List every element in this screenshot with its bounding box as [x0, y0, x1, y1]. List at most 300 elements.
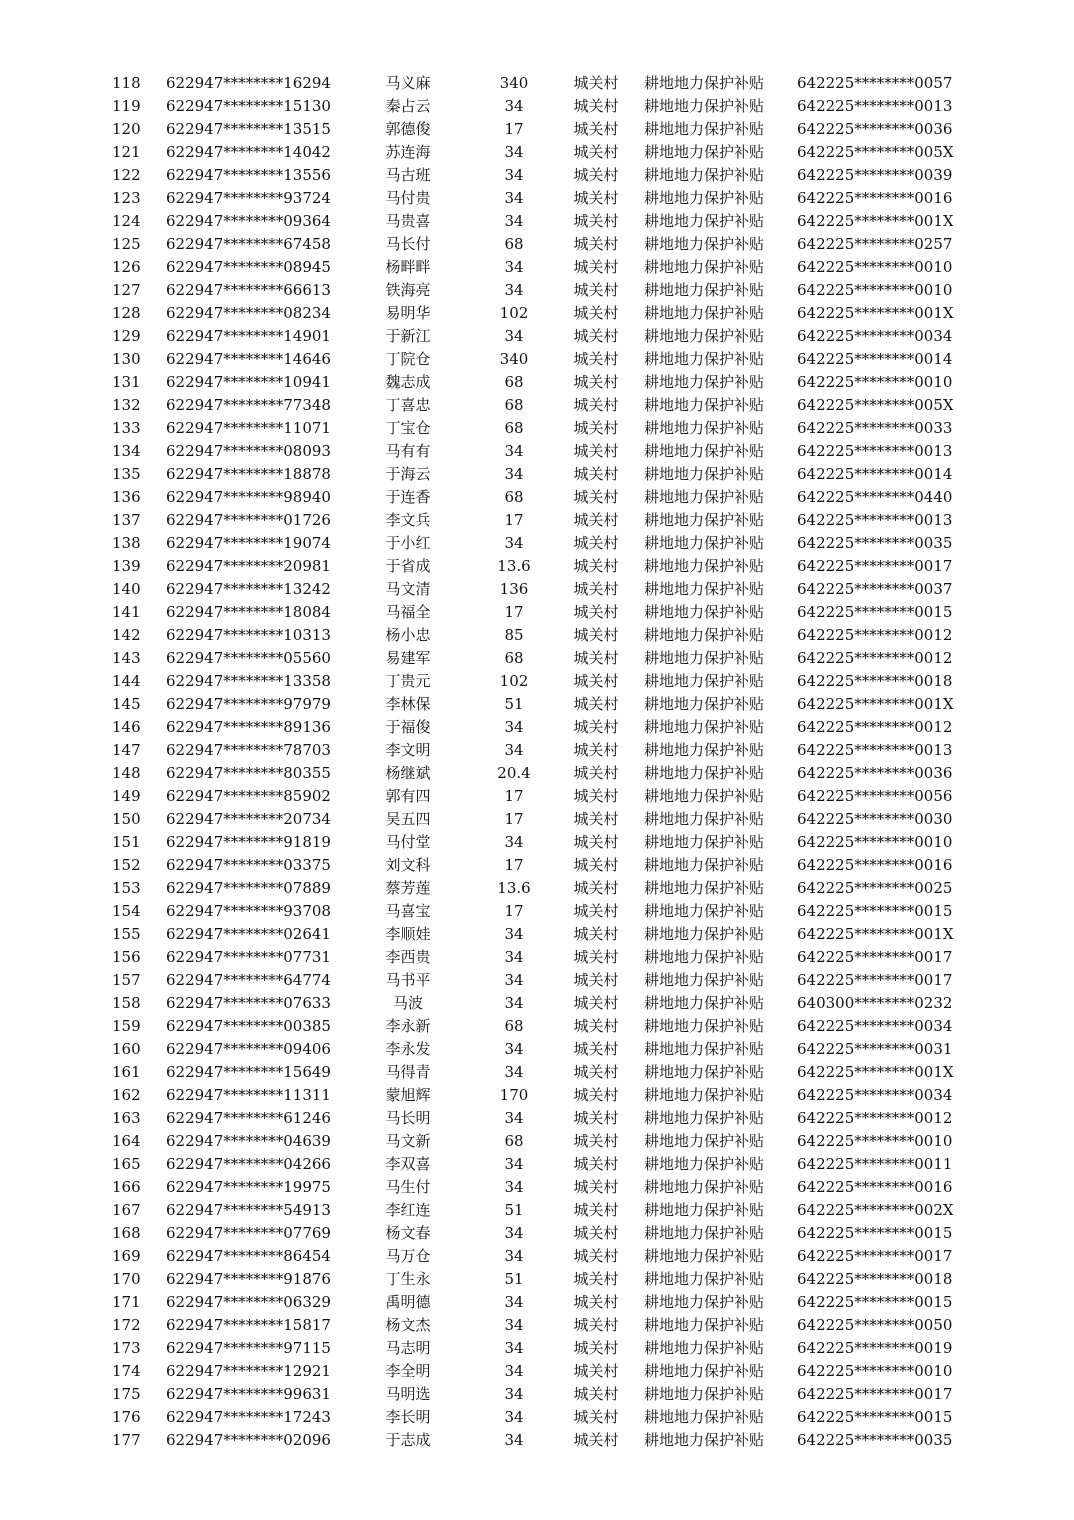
subsidy-type: 耕地地力保护补贴: [644, 465, 765, 483]
recipient-name: 马福全: [385, 603, 431, 621]
id-number: 642225********0034: [797, 1017, 953, 1035]
table-row: [0, 693, 1074, 716]
subsidy-amount: 34: [504, 1293, 524, 1311]
row-number: 147: [112, 741, 141, 759]
id-number: 642225********0017: [797, 948, 953, 966]
account-number: 622947********04266: [166, 1155, 331, 1173]
subsidy-amount: 34: [504, 143, 524, 161]
subsidy-type: 耕地地力保护补贴: [644, 212, 765, 230]
subsidy-type: 耕地地力保护补贴: [644, 1270, 765, 1288]
row-number: 145: [112, 695, 141, 713]
row-number: 148: [112, 764, 141, 782]
row-number: 152: [112, 856, 141, 874]
village-name: 城关村: [573, 1339, 619, 1357]
row-number: 122: [112, 166, 141, 184]
id-number: 642225********0013: [797, 741, 953, 759]
id-number: 642225********001X: [797, 212, 954, 230]
village-name: 城关村: [573, 1178, 619, 1196]
id-number: 642225********0018: [797, 1270, 953, 1288]
recipient-name: 马贵喜: [385, 212, 431, 230]
subsidy-amount: 68: [504, 649, 524, 667]
subsidy-type: 耕地地力保护补贴: [644, 1224, 765, 1242]
id-number: 642225********0039: [797, 166, 953, 184]
subsidy-type: 耕地地力保护补贴: [644, 925, 765, 943]
account-number: 622947********09406: [166, 1040, 331, 1058]
subsidy-amount: 340: [499, 74, 529, 92]
recipient-name: 杨继斌: [385, 764, 431, 782]
row-number: 157: [112, 971, 141, 989]
subsidy-type: 耕地地力保护补贴: [644, 902, 765, 920]
row-number: 131: [112, 373, 141, 391]
account-number: 622947********09364: [166, 212, 331, 230]
subsidy-type: 耕地地力保护补贴: [644, 787, 765, 805]
row-number: 165: [112, 1155, 141, 1173]
subsidy-type: 耕地地力保护补贴: [644, 1362, 765, 1380]
recipient-name: 李红连: [385, 1201, 431, 1219]
recipient-name: 郭有四: [385, 787, 431, 805]
subsidy-type: 耕地地力保护补贴: [644, 695, 765, 713]
id-number: 642225********0257: [797, 235, 953, 253]
table-row: [0, 1130, 1074, 1153]
subsidy-amount: 51: [504, 1201, 524, 1219]
recipient-name: 马明选: [385, 1385, 431, 1403]
row-number: 128: [112, 304, 141, 322]
subsidy-amount: 34: [504, 1362, 524, 1380]
village-name: 城关村: [573, 1109, 619, 1127]
table-row: [0, 371, 1074, 394]
id-number: 642225********0014: [797, 350, 953, 368]
subsidy-amount: 34: [504, 1385, 524, 1403]
table-row: [0, 1153, 1074, 1176]
table-row: [0, 279, 1074, 302]
row-number: 129: [112, 327, 141, 345]
account-number: 622947********10941: [166, 373, 331, 391]
id-number: 642225********005X: [797, 396, 954, 414]
village-name: 城关村: [573, 1247, 619, 1265]
row-number: 166: [112, 1178, 141, 1196]
account-number: 622947********06329: [166, 1293, 331, 1311]
subsidy-type: 耕地地力保护补贴: [644, 1385, 765, 1403]
subsidy-amount: 102: [499, 672, 529, 690]
id-number: 642225********0035: [797, 534, 953, 552]
subsidy-type: 耕地地力保护补贴: [644, 419, 765, 437]
account-number: 622947********18878: [166, 465, 331, 483]
village-name: 城关村: [573, 1224, 619, 1242]
row-number: 177: [112, 1431, 141, 1449]
account-number: 622947********54913: [166, 1201, 331, 1219]
subsidy-amount: 136: [499, 580, 529, 598]
subsidy-amount: 34: [504, 166, 524, 184]
subsidy-type: 耕地地力保护补贴: [644, 856, 765, 874]
account-number: 622947********02096: [166, 1431, 331, 1449]
table-row: [0, 1291, 1074, 1314]
row-number: 119: [112, 97, 141, 115]
id-number: 642225********0017: [797, 971, 953, 989]
account-number: 622947********66613: [166, 281, 331, 299]
subsidy-amount: 68: [504, 373, 524, 391]
recipient-name: 杨畔畔: [385, 258, 431, 276]
id-number: 642225********0031: [797, 1040, 953, 1058]
account-number: 622947********07633: [166, 994, 331, 1012]
recipient-name: 马文清: [385, 580, 431, 598]
recipient-name: 魏志成: [385, 373, 431, 391]
subsidy-amount: 17: [504, 902, 524, 920]
village-name: 城关村: [573, 419, 619, 437]
subsidy-type: 耕地地力保护补贴: [644, 166, 765, 184]
table-row: [0, 969, 1074, 992]
account-number: 622947********07889: [166, 879, 331, 897]
id-number: 642225********0018: [797, 672, 953, 690]
id-number: 642225********0010: [797, 258, 953, 276]
subsidy-amount: 13.6: [497, 879, 531, 897]
id-number: 642225********0012: [797, 626, 953, 644]
id-number: 642225********0010: [797, 833, 953, 851]
subsidy-amount: 34: [504, 534, 524, 552]
table-row: [0, 1107, 1074, 1130]
row-number: 160: [112, 1040, 141, 1058]
village-name: 城关村: [573, 925, 619, 943]
id-number: 642225********0037: [797, 580, 953, 598]
subsidy-type: 耕地地力保护补贴: [644, 810, 765, 828]
account-number: 622947********97115: [166, 1339, 331, 1357]
account-number: 622947********14646: [166, 350, 331, 368]
village-name: 城关村: [573, 1385, 619, 1403]
village-name: 城关村: [573, 1017, 619, 1035]
village-name: 城关村: [573, 856, 619, 874]
account-number: 622947********13242: [166, 580, 331, 598]
table-row: [0, 1176, 1074, 1199]
village-name: 城关村: [573, 879, 619, 897]
id-number: 642225********0012: [797, 718, 953, 736]
subsidy-amount: 34: [504, 327, 524, 345]
recipient-name: 丁院仓: [385, 350, 431, 368]
account-number: 622947********10313: [166, 626, 331, 644]
village-name: 城关村: [573, 327, 619, 345]
row-number: 136: [112, 488, 141, 506]
table-row: [0, 325, 1074, 348]
row-number: 154: [112, 902, 141, 920]
row-number: 175: [112, 1385, 141, 1403]
row-number: 164: [112, 1132, 141, 1150]
table-row: [0, 233, 1074, 256]
table-row: [0, 1268, 1074, 1291]
village-name: 城关村: [573, 971, 619, 989]
row-number: 156: [112, 948, 141, 966]
subsidy-type: 耕地地力保护补贴: [644, 1408, 765, 1426]
table-row: [0, 440, 1074, 463]
table-row: [0, 463, 1074, 486]
account-number: 622947********93708: [166, 902, 331, 920]
row-number: 168: [112, 1224, 141, 1242]
subsidy-amount: 34: [504, 189, 524, 207]
account-number: 622947********93724: [166, 189, 331, 207]
account-number: 622947********02641: [166, 925, 331, 943]
subsidy-amount: 17: [504, 603, 524, 621]
subsidy-amount: 17: [504, 856, 524, 874]
subsidy-type: 耕地地力保护补贴: [644, 764, 765, 782]
subsidy-type: 耕地地力保护补贴: [644, 580, 765, 598]
row-number: 151: [112, 833, 141, 851]
subsidy-amount: 17: [504, 120, 524, 138]
subsidy-type: 耕地地力保护补贴: [644, 1431, 765, 1449]
id-number: 642225********001X: [797, 695, 954, 713]
recipient-name: 马古班: [385, 166, 431, 184]
subsidy-type: 耕地地力保护补贴: [644, 511, 765, 529]
village-name: 城关村: [573, 465, 619, 483]
id-number: 642225********0015: [797, 1408, 953, 1426]
id-number: 642225********0017: [797, 1385, 953, 1403]
account-number: 622947********19074: [166, 534, 331, 552]
subsidy-amount: 34: [504, 1247, 524, 1265]
row-number: 149: [112, 787, 141, 805]
subsidy-type: 耕地地力保护补贴: [644, 442, 765, 460]
row-number: 162: [112, 1086, 141, 1104]
subsidy-amount: 68: [504, 488, 524, 506]
village-name: 城关村: [573, 373, 619, 391]
recipient-name: 于海云: [385, 465, 431, 483]
recipient-name: 李西贵: [385, 948, 431, 966]
village-name: 城关村: [573, 442, 619, 460]
recipient-name: 郭德俊: [385, 120, 431, 138]
table-row: [0, 302, 1074, 325]
account-number: 622947********15649: [166, 1063, 331, 1081]
recipient-name: 杨文春: [385, 1224, 431, 1242]
subsidy-type: 耕地地力保护补贴: [644, 373, 765, 391]
row-number: 146: [112, 718, 141, 736]
table-row: [0, 509, 1074, 532]
recipient-name: 李长明: [385, 1408, 431, 1426]
subsidy-amount: 68: [504, 396, 524, 414]
table-row: [0, 739, 1074, 762]
account-number: 622947********98940: [166, 488, 331, 506]
subsidy-type: 耕地地力保护补贴: [644, 327, 765, 345]
account-number: 622947********16294: [166, 74, 331, 92]
subsidy-amount: 34: [504, 1224, 524, 1242]
id-number: 642225********001X: [797, 925, 954, 943]
table-row: [0, 624, 1074, 647]
account-number: 622947********11071: [166, 419, 331, 437]
village-name: 城关村: [573, 166, 619, 184]
subsidy-type: 耕地地力保护补贴: [644, 948, 765, 966]
id-number: 642225********0010: [797, 1132, 953, 1150]
table-row: [0, 164, 1074, 187]
recipient-name: 马长付: [385, 235, 431, 253]
id-number: 642225********0035: [797, 1431, 953, 1449]
subsidy-type: 耕地地力保护补贴: [644, 396, 765, 414]
account-number: 622947********07769: [166, 1224, 331, 1242]
row-number: 150: [112, 810, 141, 828]
id-number: 642225********0012: [797, 1109, 953, 1127]
recipient-name: 于连香: [385, 488, 431, 506]
village-name: 城关村: [573, 1408, 619, 1426]
subsidy-amount: 34: [504, 1155, 524, 1173]
account-number: 622947********97979: [166, 695, 331, 713]
account-number: 622947********89136: [166, 718, 331, 736]
subsidy-amount: 34: [504, 1339, 524, 1357]
account-number: 622947********14901: [166, 327, 331, 345]
subsidy-type: 耕地地力保护补贴: [644, 649, 765, 667]
subsidy-type: 耕地地力保护补贴: [644, 1040, 765, 1058]
table-row: [0, 578, 1074, 601]
table-row: [0, 72, 1074, 95]
recipient-name: 于小红: [385, 534, 431, 552]
subsidy-type: 耕地地力保护补贴: [644, 1017, 765, 1035]
subsidy-type: 耕地地力保护补贴: [644, 189, 765, 207]
village-name: 城关村: [573, 488, 619, 506]
subsidy-type: 耕地地力保护补贴: [644, 741, 765, 759]
row-number: 144: [112, 672, 141, 690]
id-number: 642225********005X: [797, 143, 954, 161]
row-number: 125: [112, 235, 141, 253]
id-number: 642225********0034: [797, 1086, 953, 1104]
recipient-name: 铁海亮: [385, 281, 431, 299]
id-number: 642225********0015: [797, 1293, 953, 1311]
subsidy-amount: 17: [504, 787, 524, 805]
village-name: 城关村: [573, 1063, 619, 1081]
subsidy-type: 耕地地力保护补贴: [644, 672, 765, 690]
subsidy-amount: 51: [504, 1270, 524, 1288]
table-row: [0, 210, 1074, 233]
recipient-name: 李文明: [385, 741, 431, 759]
recipient-name: 马付堂: [385, 833, 431, 851]
row-number: 118: [112, 74, 141, 92]
subsidy-type: 耕地地力保护补贴: [644, 304, 765, 322]
table-row: [0, 187, 1074, 210]
table-row: [0, 601, 1074, 624]
subsidy-amount: 34: [504, 971, 524, 989]
recipient-name: 蔡芳莲: [385, 879, 431, 897]
row-number: 130: [112, 350, 141, 368]
subsidy-amount: 34: [504, 1063, 524, 1081]
id-number: 642225********0013: [797, 97, 953, 115]
table-row: [0, 348, 1074, 371]
subsidy-amount: 34: [504, 465, 524, 483]
village-name: 城关村: [573, 1132, 619, 1150]
recipient-name: 李双喜: [385, 1155, 431, 1173]
id-number: 642225********0010: [797, 281, 953, 299]
subsidy-type: 耕地地力保护补贴: [644, 1178, 765, 1196]
table-row: [0, 486, 1074, 509]
subsidy-type: 耕地地力保护补贴: [644, 350, 765, 368]
village-name: 城关村: [573, 787, 619, 805]
account-number: 622947********04639: [166, 1132, 331, 1150]
subsidy-amount: 68: [504, 1132, 524, 1150]
account-number: 622947********85902: [166, 787, 331, 805]
village-name: 城关村: [573, 235, 619, 253]
table-row: [0, 1199, 1074, 1222]
recipient-name: 马文新: [385, 1132, 431, 1150]
subsidy-amount: 34: [504, 833, 524, 851]
id-number: 642225********0033: [797, 419, 953, 437]
id-number: 640300********0232: [797, 994, 953, 1012]
table-row: [0, 647, 1074, 670]
subsidy-type: 耕地地力保护补贴: [644, 1201, 765, 1219]
id-number: 642225********0012: [797, 649, 953, 667]
recipient-name: 于志成: [385, 1431, 431, 1449]
recipient-name: 于新江: [385, 327, 431, 345]
table-row: [0, 95, 1074, 118]
id-number: 642225********002X: [797, 1201, 954, 1219]
table-row: [0, 785, 1074, 808]
id-number: 642225********0016: [797, 856, 953, 874]
row-number: 169: [112, 1247, 141, 1265]
row-number: 163: [112, 1109, 141, 1127]
subsidy-table: [0, 72, 1074, 1452]
id-number: 642225********0016: [797, 1178, 953, 1196]
id-number: 642225********0015: [797, 1224, 953, 1242]
subsidy-amount: 34: [504, 1316, 524, 1334]
id-number: 642225********0015: [797, 902, 953, 920]
village-name: 城关村: [573, 902, 619, 920]
account-number: 622947********15130: [166, 97, 331, 115]
village-name: 城关村: [573, 580, 619, 598]
subsidy-type: 耕地地力保护补贴: [644, 879, 765, 897]
village-name: 城关村: [573, 1316, 619, 1334]
id-number: 642225********0056: [797, 787, 953, 805]
recipient-name: 于福俊: [385, 718, 431, 736]
row-number: 141: [112, 603, 141, 621]
village-name: 城关村: [573, 143, 619, 161]
recipient-name: 禹明德: [385, 1293, 431, 1311]
account-number: 622947********11311: [166, 1086, 331, 1104]
table-row: [0, 1084, 1074, 1107]
village-name: 城关村: [573, 833, 619, 851]
table-row: [0, 762, 1074, 785]
row-number: 138: [112, 534, 141, 552]
table-row: [0, 1360, 1074, 1383]
account-number: 622947********99631: [166, 1385, 331, 1403]
account-number: 622947********20734: [166, 810, 331, 828]
subsidy-type: 耕地地力保护补贴: [644, 143, 765, 161]
row-number: 142: [112, 626, 141, 644]
subsidy-type: 耕地地力保护补贴: [644, 258, 765, 276]
recipient-name: 吴五四: [385, 810, 431, 828]
row-number: 143: [112, 649, 141, 667]
row-number: 173: [112, 1339, 141, 1357]
subsidy-type: 耕地地力保护补贴: [644, 97, 765, 115]
village-name: 城关村: [573, 396, 619, 414]
subsidy-type: 耕地地力保护补贴: [644, 557, 765, 575]
row-number: 159: [112, 1017, 141, 1035]
account-number: 622947********19975: [166, 1178, 331, 1196]
subsidy-amount: 34: [504, 741, 524, 759]
village-name: 城关村: [573, 948, 619, 966]
village-name: 城关村: [573, 741, 619, 759]
recipient-name: 马有有: [385, 442, 431, 460]
table-row: [0, 1383, 1074, 1406]
table-row: [0, 118, 1074, 141]
subsidy-amount: 34: [504, 97, 524, 115]
id-number: 642225********0013: [797, 511, 953, 529]
subsidy-amount: 68: [504, 1017, 524, 1035]
subsidy-amount: 17: [504, 810, 524, 828]
subsidy-type: 耕地地力保护补贴: [644, 1316, 765, 1334]
subsidy-amount: 68: [504, 235, 524, 253]
subsidy-type: 耕地地力保护补贴: [644, 488, 765, 506]
account-number: 622947********12921: [166, 1362, 331, 1380]
row-number: 158: [112, 994, 141, 1012]
account-number: 622947********13515: [166, 120, 331, 138]
account-number: 622947********07731: [166, 948, 331, 966]
recipient-name: 苏连海: [385, 143, 431, 161]
account-number: 622947********18084: [166, 603, 331, 621]
village-name: 城关村: [573, 695, 619, 713]
row-number: 167: [112, 1201, 141, 1219]
recipient-name: 李文兵: [385, 511, 431, 529]
recipient-name: 易建军: [385, 649, 431, 667]
village-name: 城关村: [573, 212, 619, 230]
village-name: 城关村: [573, 649, 619, 667]
